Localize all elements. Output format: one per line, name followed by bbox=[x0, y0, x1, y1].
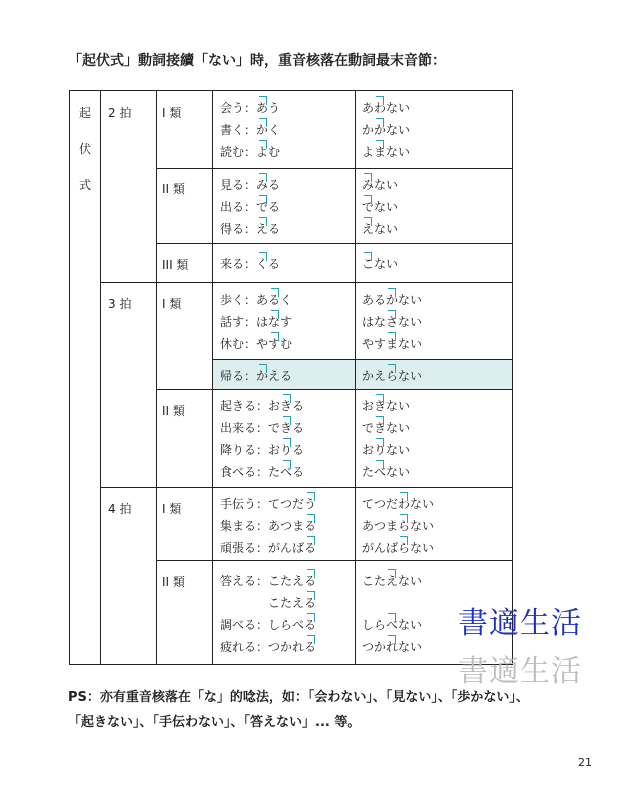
nai-form: かかない bbox=[362, 123, 411, 137]
accent-mark bbox=[364, 173, 372, 182]
dictionary-form: 降りる：おりる bbox=[220, 443, 305, 457]
nai-form: えない bbox=[362, 222, 399, 236]
nai-form: あるかない bbox=[362, 293, 423, 307]
accent-mark bbox=[307, 492, 315, 501]
dictionary-form: 食べる：たべる bbox=[220, 465, 305, 479]
accent-mark bbox=[307, 536, 315, 545]
nai-form: おりない bbox=[362, 443, 411, 457]
nai-form: できない bbox=[362, 421, 411, 435]
accent-mark bbox=[376, 118, 384, 127]
accent-mark bbox=[259, 173, 267, 182]
dictionary-form: 会う：あう bbox=[220, 101, 281, 115]
accent-mark bbox=[376, 416, 384, 425]
accent-mark bbox=[400, 492, 408, 501]
dictionary-form-alt: こたえる bbox=[268, 596, 317, 610]
accent-mark bbox=[259, 217, 267, 226]
accent-mark bbox=[388, 569, 396, 578]
nai-form: よまない bbox=[362, 145, 411, 159]
category-char: 起 bbox=[78, 106, 91, 120]
beat-2: 2 拍 bbox=[108, 106, 132, 120]
page-number: 21 bbox=[578, 756, 592, 769]
beat-3: 3 拍 bbox=[108, 297, 132, 311]
nai-form: かえらない bbox=[362, 369, 423, 383]
dictionary-form: 見る：みる bbox=[220, 178, 281, 192]
nai-form: みない bbox=[362, 178, 399, 192]
dictionary-form: 疲れる：つかれる bbox=[220, 640, 317, 654]
accent-mark bbox=[364, 252, 372, 261]
col-divider bbox=[212, 91, 213, 665]
accent-mark bbox=[376, 460, 384, 469]
page-heading: 「起伏式」動詞接續「ない」時，重音核落在動詞最末音節： bbox=[68, 53, 446, 69]
row-divider bbox=[212, 359, 513, 360]
nai-form: こたえない bbox=[362, 574, 423, 588]
accent-mark bbox=[259, 195, 267, 204]
accent-mark bbox=[388, 310, 396, 319]
col-divider bbox=[100, 91, 101, 665]
accent-mark bbox=[307, 613, 315, 622]
nai-form: たべない bbox=[362, 465, 411, 479]
nai-form: つかれない bbox=[362, 640, 423, 654]
accent-mark bbox=[388, 635, 396, 644]
nai-form: がんばらない bbox=[362, 541, 435, 555]
accent-mark bbox=[400, 514, 408, 523]
accent-mark bbox=[259, 140, 267, 149]
accent-mark bbox=[376, 394, 384, 403]
row-divider bbox=[156, 243, 513, 244]
dictionary-form: 出来る：できる bbox=[220, 421, 305, 435]
accent-mark bbox=[271, 310, 279, 319]
dictionary-form: 答える：こたえる bbox=[220, 574, 317, 588]
class-label: II 類 bbox=[162, 575, 185, 589]
dictionary-form: 得る：える bbox=[220, 222, 281, 236]
dictionary-form: 読む：よむ bbox=[220, 145, 281, 159]
accent-mark bbox=[283, 438, 291, 447]
row-divider bbox=[156, 560, 513, 561]
accent-mark bbox=[376, 438, 384, 447]
accent-mark bbox=[376, 140, 384, 149]
accent-mark bbox=[388, 613, 396, 622]
dictionary-form: 来る：くる bbox=[220, 257, 281, 271]
dictionary-form: 話す：はなす bbox=[220, 315, 293, 329]
class-label: II 類 bbox=[162, 404, 185, 418]
accent-mark bbox=[388, 332, 396, 341]
dictionary-form: 歩く：あるく bbox=[220, 293, 293, 307]
beat-4: 4 拍 bbox=[108, 502, 132, 516]
nai-form: おきない bbox=[362, 399, 411, 413]
accent-mark bbox=[376, 96, 384, 105]
nai-form: こない bbox=[362, 257, 399, 271]
row-divider bbox=[100, 487, 513, 488]
nai-form: しらべない bbox=[362, 618, 423, 632]
dictionary-form: 集まる：あつまる bbox=[220, 519, 317, 533]
dictionary-form: 出る：でる bbox=[220, 200, 281, 214]
accent-mark bbox=[307, 569, 315, 578]
accent-mark bbox=[388, 288, 396, 297]
accent-mark bbox=[400, 536, 408, 545]
dictionary-form: 書く：かく bbox=[220, 123, 281, 137]
ps-note-line: 「起きない」、「手伝わない」、「答えない」... 等。 bbox=[68, 715, 361, 730]
accent-mark bbox=[283, 394, 291, 403]
accent-mark bbox=[283, 460, 291, 469]
accent-mark bbox=[271, 332, 279, 341]
nai-form: てつだわない bbox=[362, 497, 435, 511]
nai-form: あわない bbox=[362, 101, 411, 115]
accent-mark bbox=[259, 252, 267, 261]
category-char: 式 bbox=[78, 178, 91, 192]
class-label: I 類 bbox=[162, 297, 182, 311]
row-divider bbox=[156, 168, 513, 169]
class-label: I 類 bbox=[162, 106, 182, 120]
accent-mark bbox=[307, 591, 315, 600]
row-divider bbox=[100, 282, 513, 283]
accent-mark bbox=[283, 416, 291, 425]
nai-form: でない bbox=[362, 200, 399, 214]
accent-mark bbox=[388, 364, 396, 373]
watermark-logo: 書適生活 bbox=[458, 606, 582, 641]
accent-mark bbox=[259, 96, 267, 105]
accent-mark bbox=[364, 217, 372, 226]
ps-note-line: PS：亦有重音核落在「な」的唸法，如：「会わない」、「見ない」、「歩かない」、 bbox=[68, 690, 529, 705]
accent-mark bbox=[271, 288, 279, 297]
accent-mark bbox=[259, 364, 267, 373]
dictionary-form: 手伝う：てつだう bbox=[220, 497, 317, 511]
category-char: 伏 bbox=[78, 142, 91, 156]
nai-form: やすまない bbox=[362, 337, 423, 351]
accent-mark bbox=[307, 635, 315, 644]
row-divider bbox=[156, 389, 513, 390]
dictionary-form: 起きる：おきる bbox=[220, 399, 305, 413]
dictionary-form: 帰る：かえる bbox=[220, 369, 293, 383]
nai-form: はなさない bbox=[362, 315, 423, 329]
col-divider bbox=[156, 91, 157, 665]
dictionary-form: 調べる：しらべる bbox=[220, 618, 317, 632]
accent-mark bbox=[364, 195, 372, 204]
watermark-logo: 書適生活 bbox=[458, 654, 582, 689]
dictionary-form: 休む：やすむ bbox=[220, 337, 293, 351]
class-label: III 類 bbox=[162, 258, 189, 272]
col-divider bbox=[355, 91, 356, 665]
class-label: I 類 bbox=[162, 502, 182, 516]
accent-mark bbox=[259, 118, 267, 127]
class-label: II 類 bbox=[162, 182, 185, 196]
accent-mark bbox=[307, 514, 315, 523]
dictionary-form: 頑張る：がんばる bbox=[220, 541, 317, 555]
nai-form: あつまらない bbox=[362, 519, 435, 533]
